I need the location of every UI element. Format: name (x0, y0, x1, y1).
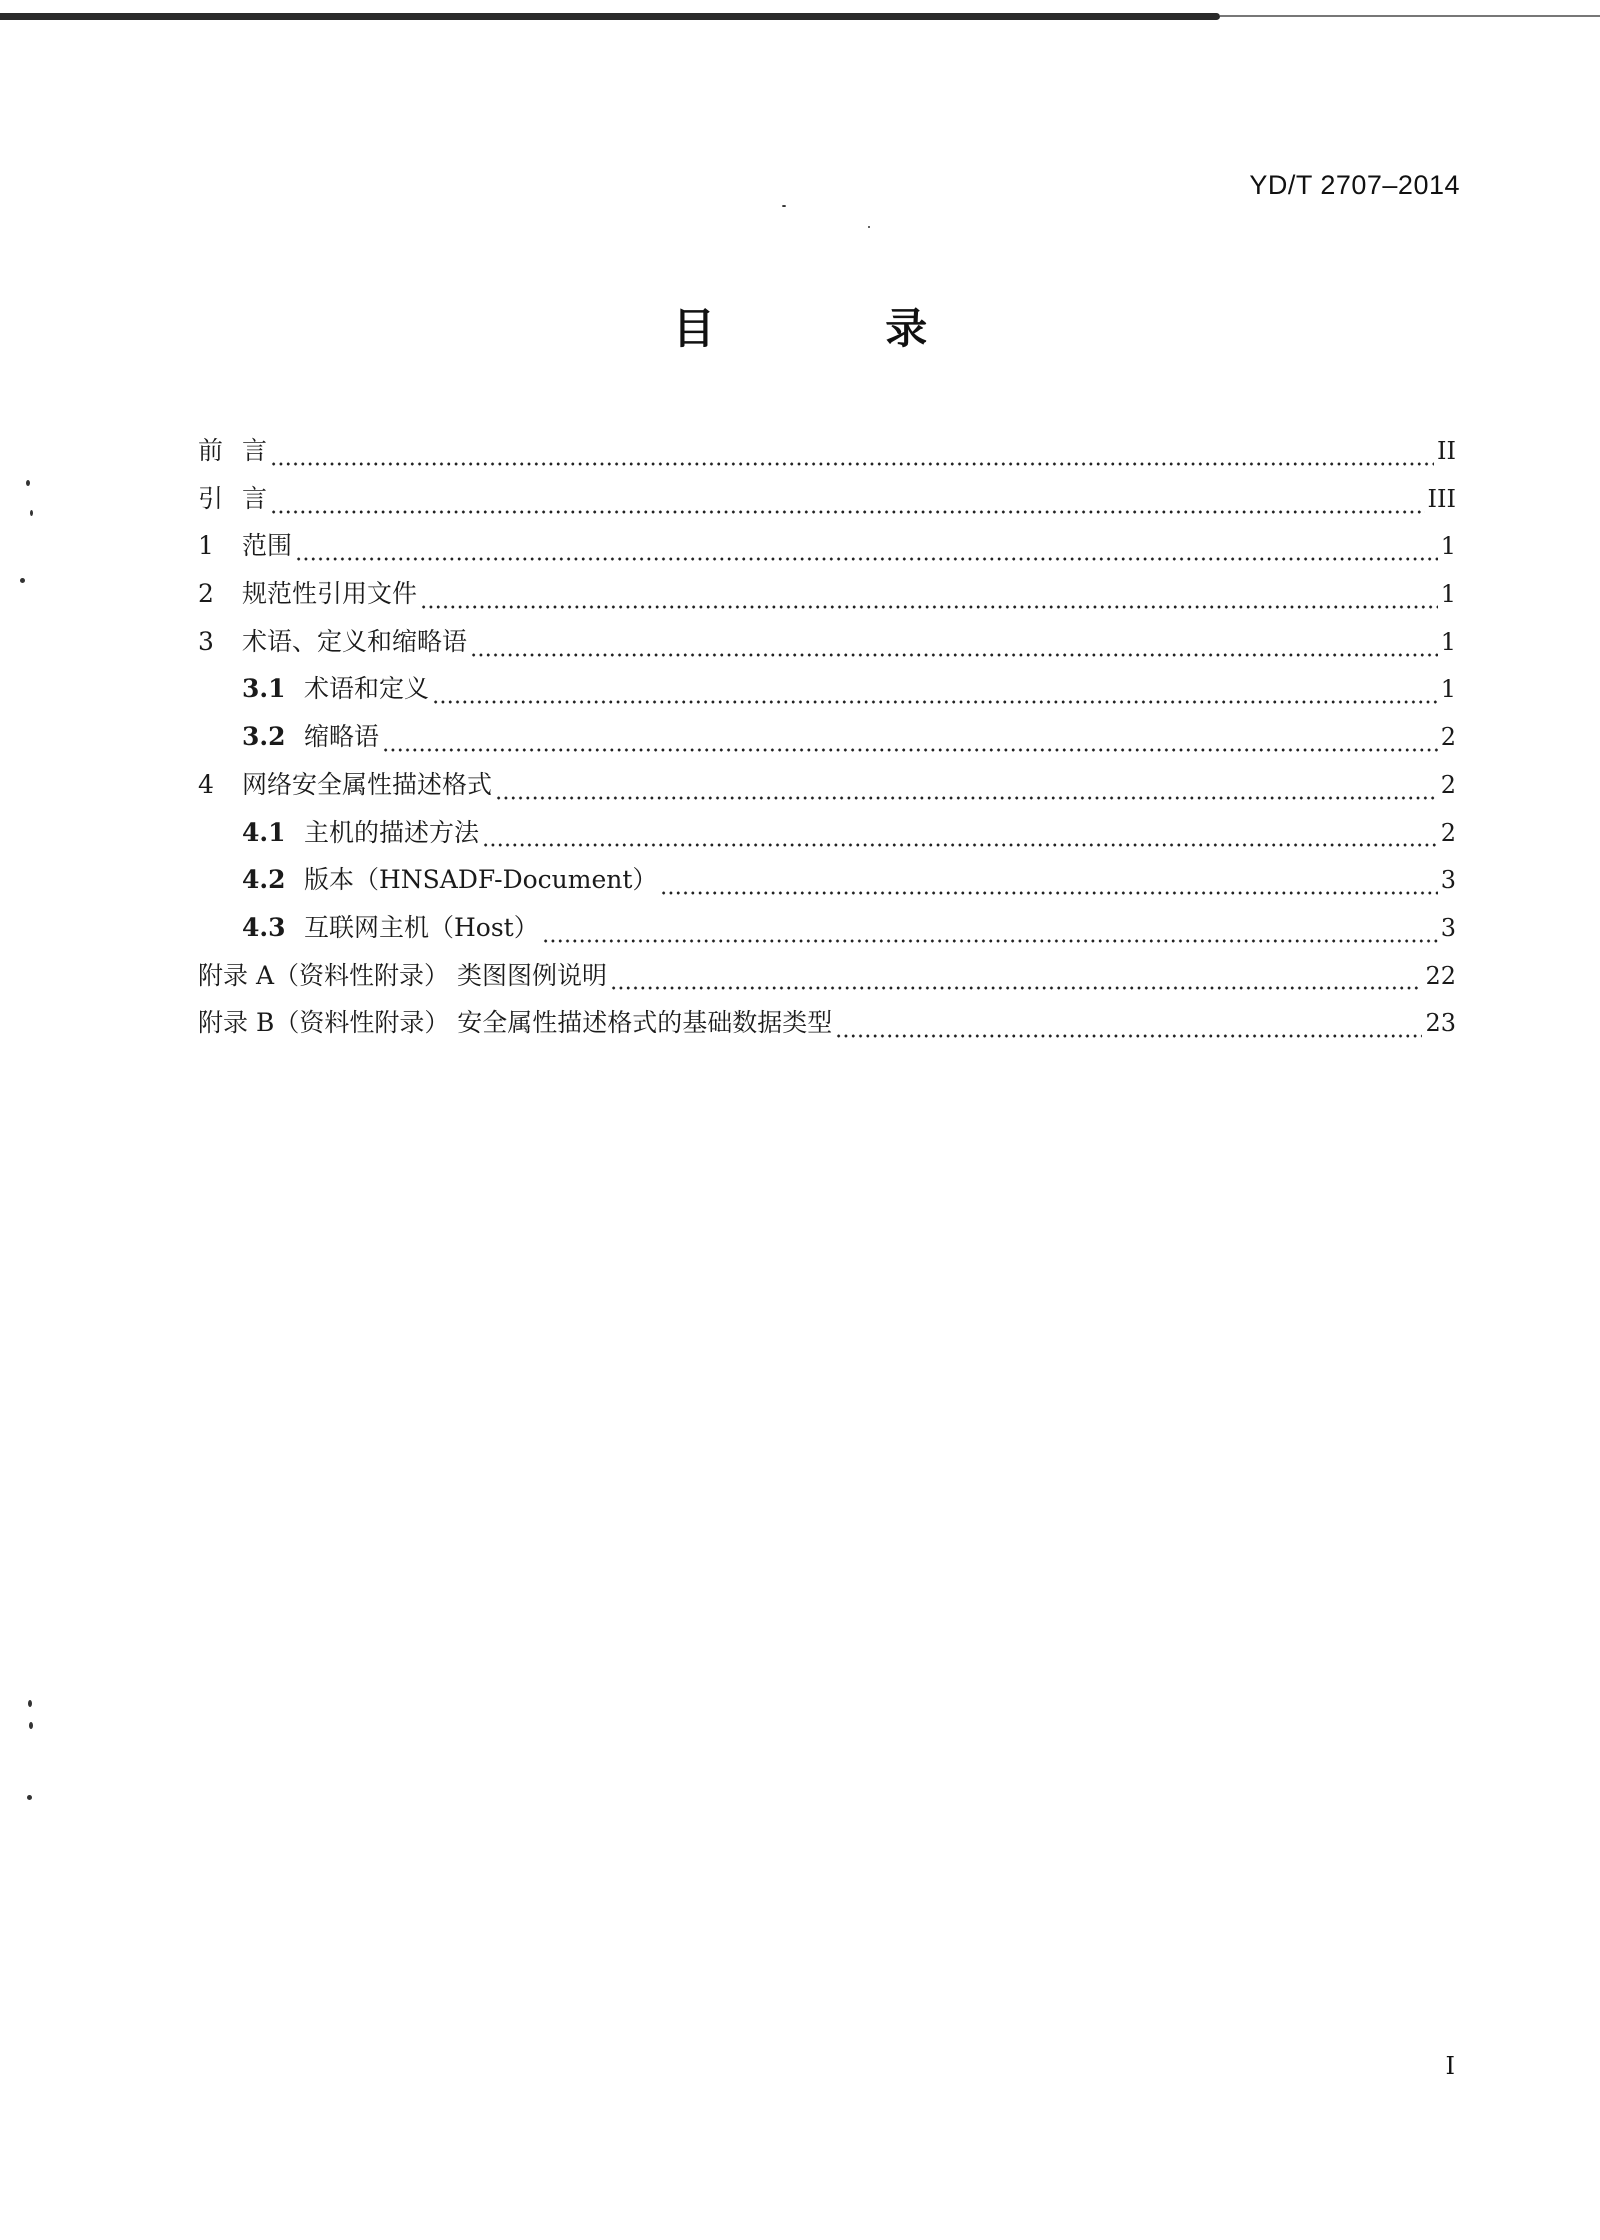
toc-entry-text: 言 (242, 483, 268, 513)
toc-entry-format[interactable] (198, 770, 1456, 818)
dot-leader (270, 460, 1434, 468)
toc-entry-page: 1 (1440, 627, 1456, 656)
toc-entry-label (198, 436, 267, 466)
dot-leader (382, 746, 1438, 754)
toc-entry-text: 规范性引用文件 (242, 579, 418, 609)
toc-entry-foreword[interactable] (198, 436, 1456, 484)
toc-entry-scope[interactable] (198, 531, 1456, 579)
dot-leader (835, 1032, 1422, 1040)
toc-entry-page: III (1427, 484, 1456, 513)
scan-speck (868, 226, 870, 228)
toc-entry-page: 2 (1440, 818, 1456, 847)
dot-leader (470, 651, 1438, 659)
toc-entry-text: 术语和定义 (304, 674, 430, 704)
dot-leader (610, 984, 1423, 992)
scan-speck (28, 1700, 32, 1707)
toc-entry-label (198, 627, 467, 657)
toc-entry-number: 引 (198, 483, 224, 513)
toc-entry-page: 1 (1440, 675, 1456, 704)
toc-entry-label (198, 1008, 832, 1038)
toc-entry-page: 1 (1440, 580, 1456, 609)
toc-entry-text: 附录 B（资料性附录） 安全属性描述格式的基础数据类型 (198, 1008, 833, 1038)
toc-entry-text: 言 (242, 436, 268, 465)
toc-entry-label (198, 484, 267, 514)
dot-leader (432, 698, 1438, 706)
toc-entry-text: 缩略语 (304, 722, 380, 752)
dot-leader (495, 794, 1438, 802)
toc-entry-appendix-b[interactable] (198, 1008, 1456, 1056)
dot-leader (420, 603, 1438, 611)
toc-entry-host[interactable] (198, 913, 1456, 961)
toc-entry-text: 互联网主机（Host） (304, 912, 539, 942)
toc-entry-label (198, 579, 417, 609)
toc-entry-text: 术语、定义和缩略语 (242, 626, 468, 656)
toc-entry-label (198, 531, 292, 561)
toc-entry-page: 2 (1440, 723, 1456, 752)
toc-entry-text: 附录 A（资料性附录） 类图图例说明 (198, 960, 607, 990)
toc-entry-page: 2 (1440, 770, 1456, 799)
scan-speck (29, 1722, 33, 1729)
toc-entry-text: 范围 (242, 531, 293, 561)
toc-entry-page: 1 (1440, 532, 1456, 561)
scan-speck (26, 480, 30, 486)
toc-entry-number: 4.3 (242, 912, 286, 942)
scan-speck (20, 578, 25, 583)
toc-entry-number: 4.1 (242, 817, 286, 847)
toc-entry-label (198, 770, 492, 800)
document-code: YD/T 2707–2014 (1249, 170, 1460, 200)
toc-entry-number: 3 (198, 626, 214, 656)
page-number: I (1445, 2052, 1455, 2080)
toc-entry-number: 3.1 (242, 674, 286, 704)
scan-top-border (0, 13, 1220, 20)
dot-leader (295, 555, 1438, 563)
toc-entry-terms[interactable] (198, 627, 1456, 675)
dot-leader (542, 937, 1438, 945)
scan-top-border-thin (1220, 15, 1600, 17)
toc-entry-label (198, 961, 607, 991)
toc-entry-label (242, 722, 379, 752)
toc-entry-introduction[interactable] (198, 484, 1456, 532)
scan-speck (30, 510, 33, 516)
dot-leader (482, 841, 1438, 849)
toc-entry-number: 4 (198, 769, 214, 799)
toc-entry-page: 3 (1440, 913, 1456, 942)
toc-entry-page: 22 (1425, 961, 1456, 990)
scan-speck (782, 205, 786, 207)
toc-entry-terms-definitions[interactable] (198, 674, 1456, 722)
table-of-contents (198, 436, 1456, 1056)
dot-leader (270, 508, 1425, 516)
toc-entry-page: II (1437, 437, 1456, 465)
toc-entry-appendix-a[interactable] (198, 961, 1456, 1009)
toc-entry-number: 2 (198, 579, 214, 609)
toc-entry-normative-references[interactable] (198, 579, 1456, 627)
toc-entry-version[interactable] (198, 865, 1456, 913)
dot-leader (660, 889, 1437, 897)
toc-entry-label (242, 913, 539, 943)
toc-entry-number: 前 (198, 436, 224, 465)
toc-entry-text: 主机的描述方法 (304, 817, 480, 847)
toc-entry-label (242, 818, 479, 848)
toc-entry-abbreviations[interactable] (198, 722, 1456, 770)
toc-entry-number: 4.2 (242, 865, 286, 895)
toc-entry-label (242, 865, 657, 895)
toc-entry-host-description[interactable] (198, 818, 1456, 866)
toc-title: 目 录 (672, 304, 1006, 353)
toc-entry-page: 23 (1425, 1009, 1456, 1038)
toc-entry-text: 网络安全属性描述格式 (242, 769, 493, 799)
toc-entry-text: 版本（HNSADF-Document） (304, 865, 658, 895)
scan-speck (27, 1795, 32, 1800)
toc-entry-number: 3.2 (242, 722, 286, 752)
toc-entry-page: 3 (1440, 866, 1456, 895)
toc-entry-number: 1 (198, 531, 214, 561)
toc-entry-label (242, 674, 429, 704)
